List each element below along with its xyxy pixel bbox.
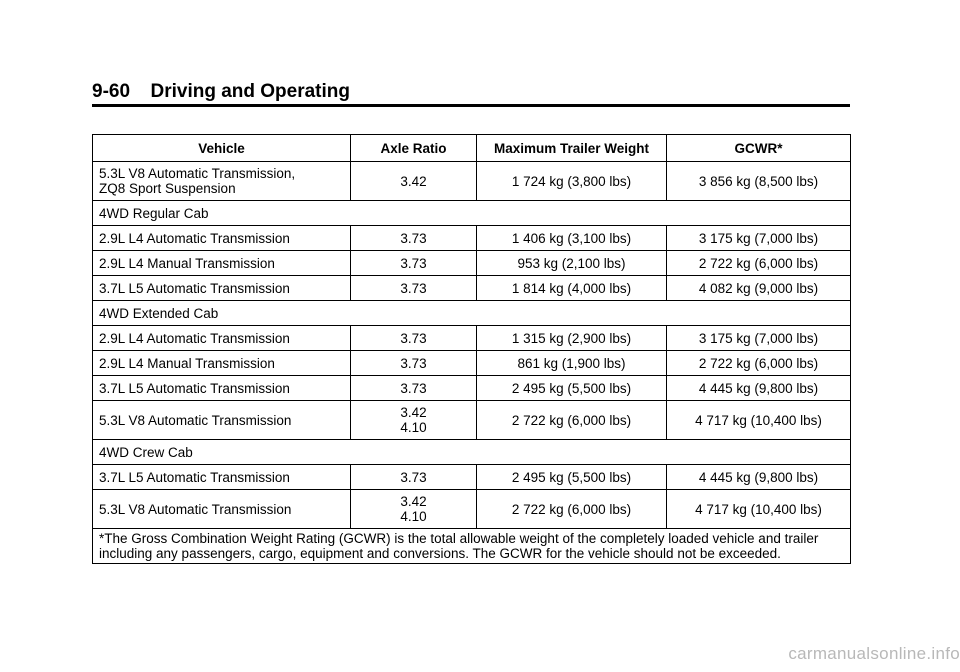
axle-ratio-value: 3.42 (400, 405, 427, 420)
trailer-weight-table (92, 134, 851, 564)
vehicle-cell (93, 251, 351, 276)
axle-ratio-cell (351, 226, 477, 251)
vehicle-cell (93, 490, 351, 529)
axle-ratio-value: 4.10 (400, 420, 427, 435)
gcwr-cell: 2 722 kg (6,000 lbs) (667, 351, 851, 376)
max-trailer-weight-cell: 2 495 kg (5,500 lbs) (477, 465, 667, 490)
max-trailer-weight-cell: 861 kg (1,900 lbs) (477, 351, 667, 376)
axle-ratio-cell (351, 162, 477, 201)
table-group-row (93, 201, 851, 226)
vehicle-line: 3.7L L5 Automatic Transmission (99, 469, 290, 485)
vehicle-cell (93, 226, 351, 251)
column-header-vehicle: Vehicle (93, 135, 351, 162)
axle-ratio-cell (351, 401, 477, 440)
table-row (93, 376, 851, 401)
table-row (93, 276, 851, 301)
table-body (93, 162, 851, 529)
gcwr-cell: 4 717 kg (10,400 lbs) (667, 490, 851, 529)
axle-ratio-cell (351, 251, 477, 276)
vehicle-cell (93, 351, 351, 376)
gcwr-cell: 4 082 kg (9,000 lbs) (667, 276, 851, 301)
vehicle-cell (93, 326, 351, 351)
page-number: 9-60 (92, 81, 131, 102)
table-row (93, 162, 851, 201)
vehicle-line: 5.3L V8 Automatic Transmission, (99, 166, 296, 181)
table-header-row (93, 135, 851, 162)
vehicle-line: 2.9L L4 Manual Transmission (99, 255, 275, 271)
column-header-max-trailer-weight: Maximum Trailer Weight (477, 135, 667, 162)
gcwr-cell: 3 175 kg (7,000 lbs) (667, 226, 851, 251)
page-header (92, 80, 850, 107)
table-row (93, 401, 851, 440)
axle-ratio-value: 3.73 (400, 355, 427, 371)
max-trailer-weight-cell: 953 kg (2,100 lbs) (477, 251, 667, 276)
axle-ratio-value: 3.73 (400, 230, 427, 246)
vehicle-line: 5.3L V8 Automatic Transmission (99, 501, 292, 517)
axle-ratio-cell (351, 465, 477, 490)
gcwr-cell: 3 175 kg (7,000 lbs) (667, 326, 851, 351)
watermark: carmanualsonline.info (788, 644, 960, 663)
vehicle-cell (93, 401, 351, 440)
section-title: Driving and Operating (150, 81, 351, 102)
axle-ratio-value: 3.73 (400, 380, 427, 396)
vehicle-cell (93, 162, 351, 201)
axle-ratio-cell (351, 326, 477, 351)
table-row (93, 326, 851, 351)
vehicle-line: 2.9L L4 Automatic Transmission (99, 330, 290, 346)
axle-ratio-value: 3.73 (400, 255, 427, 271)
max-trailer-weight-cell: 1 315 kg (2,900 lbs) (477, 326, 667, 351)
axle-ratio-value: 3.73 (400, 330, 427, 346)
axle-ratio-value: 3.73 (400, 280, 427, 296)
max-trailer-weight-cell: 2 495 kg (5,500 lbs) (477, 376, 667, 401)
gcwr-cell: 2 722 kg (6,000 lbs) (667, 251, 851, 276)
gcwr-footnote: *The Gross Combination Weight Rating (GCWR) is the total allowable weight of the completely loaded vehicle and trailer including any passengers, cargo, equipment and conversions. The GCWR for the vehicle should not be exceeded. (93, 529, 851, 564)
axle-ratio-cell (351, 490, 477, 529)
table-group-row (93, 301, 851, 326)
vehicle-line: 3.7L L5 Automatic Transmission (99, 280, 290, 296)
vehicle-line: 2.9L L4 Automatic Transmission (99, 230, 290, 246)
table-group-row (93, 440, 851, 465)
max-trailer-weight-cell: 2 722 kg (6,000 lbs) (477, 401, 667, 440)
table-row (93, 351, 851, 376)
vehicle-line: 5.3L V8 Automatic Transmission (99, 412, 292, 428)
axle-ratio-value: 3.73 (400, 469, 427, 485)
table-row (93, 226, 851, 251)
vehicle-line: 3.7L L5 Automatic Transmission (99, 380, 290, 396)
axle-ratio-value: 3.42 (400, 494, 427, 509)
column-header-gcwr: GCWR* (667, 135, 851, 162)
group-label: 4WD Regular Cab (93, 201, 851, 226)
vehicle-cell (93, 276, 351, 301)
vehicle-cell (93, 465, 351, 490)
table-row (93, 490, 851, 529)
gcwr-cell: 4 445 kg (9,800 lbs) (667, 465, 851, 490)
table-row (93, 251, 851, 276)
max-trailer-weight-cell: 1 406 kg (3,100 lbs) (477, 226, 667, 251)
max-trailer-weight-cell: 1 724 kg (3,800 lbs) (477, 162, 667, 201)
gcwr-cell: 4 445 kg (9,800 lbs) (667, 376, 851, 401)
group-label: 4WD Extended Cab (93, 301, 851, 326)
axle-ratio-cell (351, 351, 477, 376)
footnote-row (93, 529, 851, 564)
gcwr-cell: 4 717 kg (10,400 lbs) (667, 401, 851, 440)
axle-ratio-cell (351, 276, 477, 301)
column-header-axle-ratio: Axle Ratio (351, 135, 477, 162)
axle-ratio-value: 3.42 (400, 173, 427, 189)
gcwr-cell: 3 856 kg (8,500 lbs) (667, 162, 851, 201)
group-label: 4WD Crew Cab (93, 440, 851, 465)
vehicle-line: 2.9L L4 Manual Transmission (99, 355, 275, 371)
max-trailer-weight-cell: 2 722 kg (6,000 lbs) (477, 490, 667, 529)
axle-ratio-value: 4.10 (400, 509, 427, 524)
axle-ratio-cell (351, 376, 477, 401)
vehicle-line: ZQ8 Sport Suspension (99, 181, 236, 196)
max-trailer-weight-cell: 1 814 kg (4,000 lbs) (477, 276, 667, 301)
vehicle-cell (93, 376, 351, 401)
table-row (93, 465, 851, 490)
